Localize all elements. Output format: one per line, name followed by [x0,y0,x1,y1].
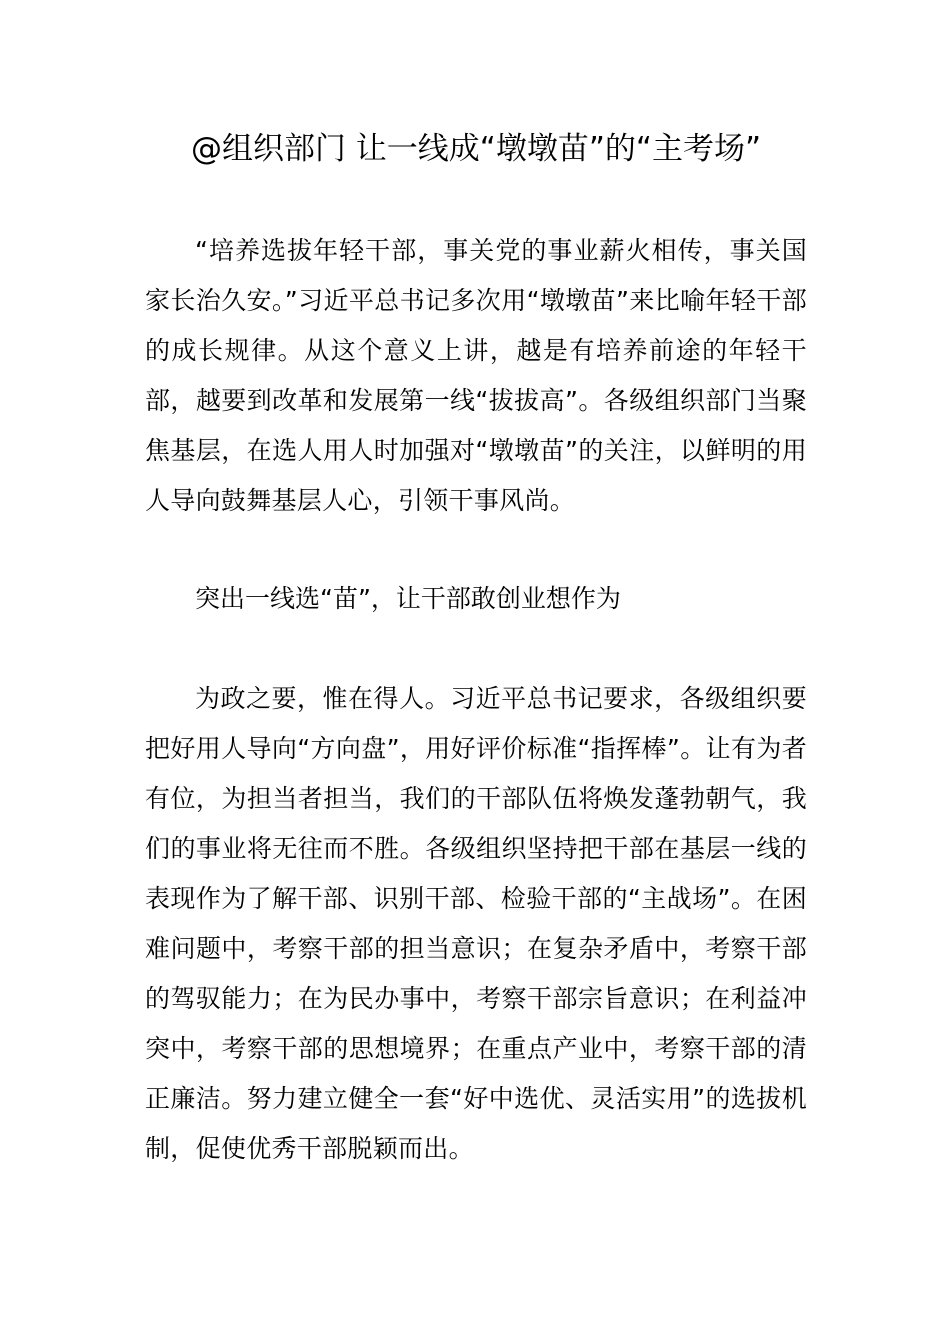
document-title: @组织部门 让一线成“墩墩苗”的“主考场” [190,131,762,167]
paragraph-body: 为政之要，惟在得人。习近平总书记要求，各级组织要把好用人导向“方向盘”，用好评价标准“指挥棒”。让有为者有位，为担当者担当，我们的干部队伍将焕发蓬勃朝气，我们的事业将无往而不胜。各级组织坚持把干部在基层一线的表现作为了解干部、识别干部、检验干部的“主战场”。在困难问题中，考察干部的担当意识；在复杂矛盾中，考察干部的驾驭能力；在为民办事中，考察干部宗旨意识；在利益冲突中，考察干部的思想境界；在重点产业中，考察干部的清正廉洁。努力建立健全一套“好中选优、灵活实用”的选拔机制，促使优秀干部脱颖而出。 [145,684,807,1163]
section-subheading: 突出一线选“苗”，让干部敢创业想作为 [195,584,621,613]
paragraph-intro: “培养选拔年轻干部，事关党的事业薪火相传，事关国家长治久安。”习近平总书记多次用“墩墩苗”来比喻年轻干部的成长规律。从这个意义上讲，越是有培养前途的年轻干部，越要到改革和发展第一线“拔拔高”。各级组织部门当聚焦基层，在选人用人时加强对“墩墩苗”的关注，以鲜明的用人导向鼓舞基层人心，引领干事风尚。 [145,236,807,515]
